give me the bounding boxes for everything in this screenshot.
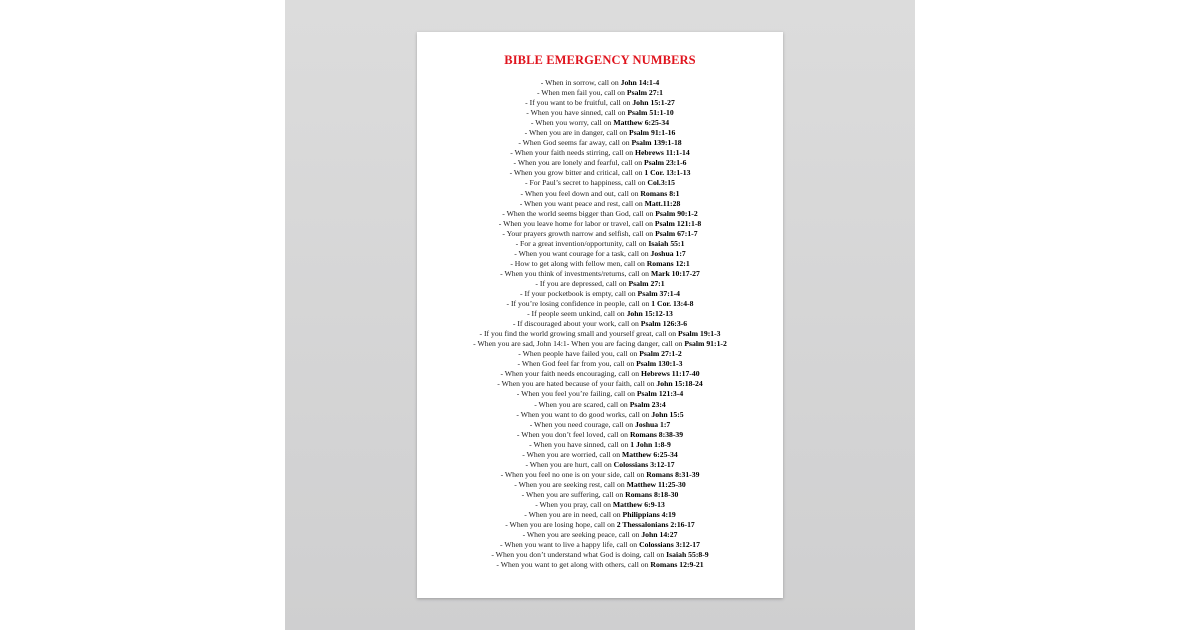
entry-text: - When you feel no one is on your side, call on	[500, 469, 647, 479]
scripture-reference: 1 Cor. 13:1-13	[644, 168, 691, 178]
list-item	[417, 420, 783, 430]
list-item	[417, 239, 783, 249]
scripture-reference: Psalm 121:1-8	[654, 218, 702, 228]
scripture-reference: Romans 8:31-39	[646, 469, 700, 479]
scripture-reference: Matthew 11:25-30	[626, 479, 686, 489]
scripture-reference: Col.3:15	[647, 178, 675, 188]
poster	[417, 32, 783, 598]
list-item	[417, 289, 783, 299]
entry-text: - When you are hated because of your faith, call on	[497, 379, 657, 389]
scripture-reference: Matthew 6:25-34	[613, 118, 670, 128]
scripture-reference: Hebrews 11:1-14	[635, 148, 690, 158]
scripture-reference: Mark 10:17-27	[650, 268, 700, 278]
list-item	[417, 470, 783, 480]
entry-text: - If you are depressed, call on	[535, 278, 629, 288]
list-item	[417, 178, 783, 188]
scripture-reference: Psalm 27:1-2	[639, 349, 682, 359]
list-item	[417, 269, 783, 279]
poster-title: BIBLE EMERGENCY NUMBERS	[504, 53, 696, 67]
list-item	[417, 309, 783, 319]
entry-text: - When you are losing hope, call on	[505, 520, 617, 530]
entry-text: - When your faith needs encouraging, call on	[500, 369, 641, 379]
entry-text: - When you leave home for labor or travel, call on	[498, 218, 655, 228]
entry-text: - If you find the world growing small and yourself great, call on	[479, 329, 679, 339]
scripture-reference: Philippians 4:19	[622, 510, 676, 520]
list-item	[417, 530, 783, 540]
scripture-reference: John 14:27	[641, 530, 678, 540]
list-item	[417, 560, 783, 570]
list-item	[417, 550, 783, 560]
entry-text: - How to get along with fellow men, call on	[510, 258, 647, 268]
entry-text: - When you are sad, John 14:1- When you are facing danger, call on	[473, 339, 685, 349]
entry-text: - When you think of investments/returns, call on	[500, 268, 651, 278]
list-item	[417, 430, 783, 440]
scripture-reference: Colossians 3:12-17	[639, 540, 700, 550]
scripture-reference: Psalm 27:1	[626, 88, 664, 98]
scripture-reference: Isaiah 55:1	[648, 238, 685, 248]
scripture-reference: John 15:18-24	[656, 379, 703, 389]
entry-text: - When you are seeking peace, call on	[522, 530, 642, 540]
entry-text: - When you need courage, call on	[529, 419, 636, 429]
scripture-reference: John 15:12-13	[626, 309, 673, 319]
scripture-reference: Psalm 126:3-6	[640, 319, 688, 329]
entry-text: - When you are seeking rest, call on	[514, 479, 627, 489]
entry-text: - When you feel down and out, call on	[520, 188, 641, 198]
scripture-reference: Psalm 139:1-18	[631, 138, 682, 148]
list-item	[417, 510, 783, 520]
entry-text: - If people seem unkind, call on	[527, 309, 627, 319]
scripture-reference: 2 Thessalonians 2:16-17	[616, 520, 695, 530]
list-item	[417, 410, 783, 420]
scripture-reference: Psalm 27:1	[628, 278, 665, 288]
scripture-reference: John 14:1-4	[620, 78, 660, 87]
list-item	[417, 359, 783, 369]
list-item	[417, 189, 783, 199]
entry-text: - For Paul’s secret to happiness, call on	[525, 178, 648, 188]
scripture-reference: Matthew 6:25-34	[622, 449, 678, 459]
entry-text: - When you want peace and rest, call on	[519, 198, 645, 208]
entry-text: - When you want to do good works, call on	[516, 409, 652, 419]
scripture-reference: Psalm 121:3-4	[636, 389, 684, 399]
list-item	[417, 299, 783, 309]
scripture-reference: Colossians 3:12-17	[613, 459, 675, 469]
scripture-reference: Psalm 51:1-10	[627, 108, 674, 118]
list-item	[417, 490, 783, 500]
entry-text: - When people have failed you, call on	[518, 349, 640, 359]
list-item	[417, 229, 783, 239]
entry-text: - When you feel you’re failing, call on	[516, 389, 637, 399]
list-item	[417, 199, 783, 209]
list-item	[417, 209, 783, 219]
list-item	[417, 389, 783, 399]
entry-text: - When you want courage for a task, call on	[514, 248, 651, 258]
entry-text: - If you’re losing confidence in people, call on	[506, 299, 652, 309]
list-item	[417, 480, 783, 490]
scripture-reference: Psalm 37:1-4	[637, 288, 681, 298]
scripture-reference: Romans 8:1	[640, 188, 680, 198]
entry-text: - If you want to be fruitful, call on	[525, 98, 633, 108]
scripture-reference: 1 Cor. 13:4-8	[651, 299, 694, 309]
list-item	[417, 148, 783, 158]
entry-text: - If discouraged about your work, call on	[512, 319, 641, 329]
scripture-reference: Joshua 1:7	[650, 248, 686, 258]
entry-text: - When you grow bitter and critical, call on	[509, 168, 645, 178]
list-item	[417, 219, 783, 229]
list-item	[417, 168, 783, 178]
scripture-reference: 1 John 1:8-9	[630, 439, 671, 449]
list-item	[417, 500, 783, 510]
scripture-reference: Romans 12:9-21	[650, 560, 704, 570]
list-item	[417, 339, 783, 349]
list-item	[417, 158, 783, 168]
entry-text: - Your prayers growth narrow and selfish, call on	[502, 228, 656, 238]
list-item	[417, 520, 783, 530]
list-item	[417, 329, 783, 339]
entry-text: - When you are in danger, call on	[524, 128, 629, 138]
scripture-reference: Psalm 90:1-2	[655, 208, 698, 218]
list-item	[417, 540, 783, 550]
entry-text: - When your faith needs stirring, call on	[510, 148, 635, 158]
entry-text: - For a great invention/opportunity, call on	[515, 238, 649, 248]
list-item	[417, 450, 783, 460]
scripture-reference: Psalm 19:1-3	[678, 329, 721, 339]
scripture-reference: Psalm 23:1-6	[644, 158, 687, 168]
entry-text: - When you don’t feel loved, call on	[516, 429, 630, 439]
scripture-reference: John 15:5	[651, 409, 684, 419]
scripture-reference: Romans 8:18-30	[625, 489, 679, 499]
list-item	[417, 249, 783, 259]
scripture-reference: Psalm 130:1-3	[636, 359, 683, 369]
entry-text: - When God feel far from you, call on	[517, 359, 637, 369]
list-item	[417, 98, 783, 108]
scripture-reference: Romans 8:38-39	[629, 429, 684, 439]
scripture-reference: Psalm 91:1-2	[684, 339, 727, 349]
list-item	[417, 319, 783, 329]
entry-text: - When you are in need, call on	[524, 510, 623, 520]
list-item	[417, 440, 783, 450]
entry-text: - If your pocketbook is empty, call on	[519, 288, 638, 298]
entry-text: - When the world seems bigger than God, call on	[502, 208, 656, 218]
scripture-reference: Matthew 6:9-13	[612, 499, 665, 509]
list-item	[417, 369, 783, 379]
entry-text: - When you are suffering, call on	[521, 489, 626, 499]
list-item	[417, 379, 783, 389]
scripture-reference: Joshua 1:7	[635, 419, 671, 429]
entry-text: - When you have sinned, call on	[526, 108, 628, 118]
list-item	[417, 138, 783, 148]
scripture-reference: Psalm 67:1-7	[655, 228, 698, 238]
entry-text: - When in sorrow, call on	[540, 78, 621, 87]
scripture-reference: Matt.11:28	[644, 198, 681, 208]
list-item	[417, 460, 783, 470]
entry-text: - When you are worried, call on	[522, 449, 623, 459]
entry-text: - When you don’t understand what God is doing, call on	[491, 550, 667, 560]
scripture-reference: Romans 12:1	[646, 258, 690, 268]
entry-text: - When God seems far away, call on	[518, 138, 632, 148]
list-item	[417, 88, 783, 98]
entry-text: - When you are hurt, call on	[525, 459, 614, 469]
scripture-reference: Hebrews 11:17-40	[640, 369, 700, 379]
list-item	[417, 259, 783, 269]
list-item	[417, 279, 783, 289]
scripture-reference: Psalm 91:1-16	[629, 128, 676, 138]
scripture-reference: John 15:1-27	[632, 98, 675, 108]
list-item	[417, 118, 783, 128]
entry-text: - When you are lonely and fearful, call on	[513, 158, 644, 168]
entry-text: - When you are scared, call on	[534, 399, 630, 409]
list-item	[417, 128, 783, 138]
scripture-reference: Psalm 23:4	[629, 399, 666, 409]
list-item	[417, 108, 783, 118]
list-item	[417, 78, 783, 88]
list-item	[417, 349, 783, 359]
entry-text: - When you pray, call on	[535, 499, 613, 509]
entry-text: - When you want to live a happy life, call on	[500, 540, 640, 550]
emergency-numbers-list	[417, 78, 783, 570]
scripture-reference: Isaiah 55:8-9	[666, 550, 709, 560]
entry-text: - When men fail you, call on	[536, 88, 627, 98]
entry-text: - When you have sinned, call on	[529, 439, 631, 449]
list-item	[417, 400, 783, 410]
entry-text: - When you worry, call on	[530, 118, 614, 128]
entry-text: - When you want to get along with others, call on	[496, 560, 651, 570]
